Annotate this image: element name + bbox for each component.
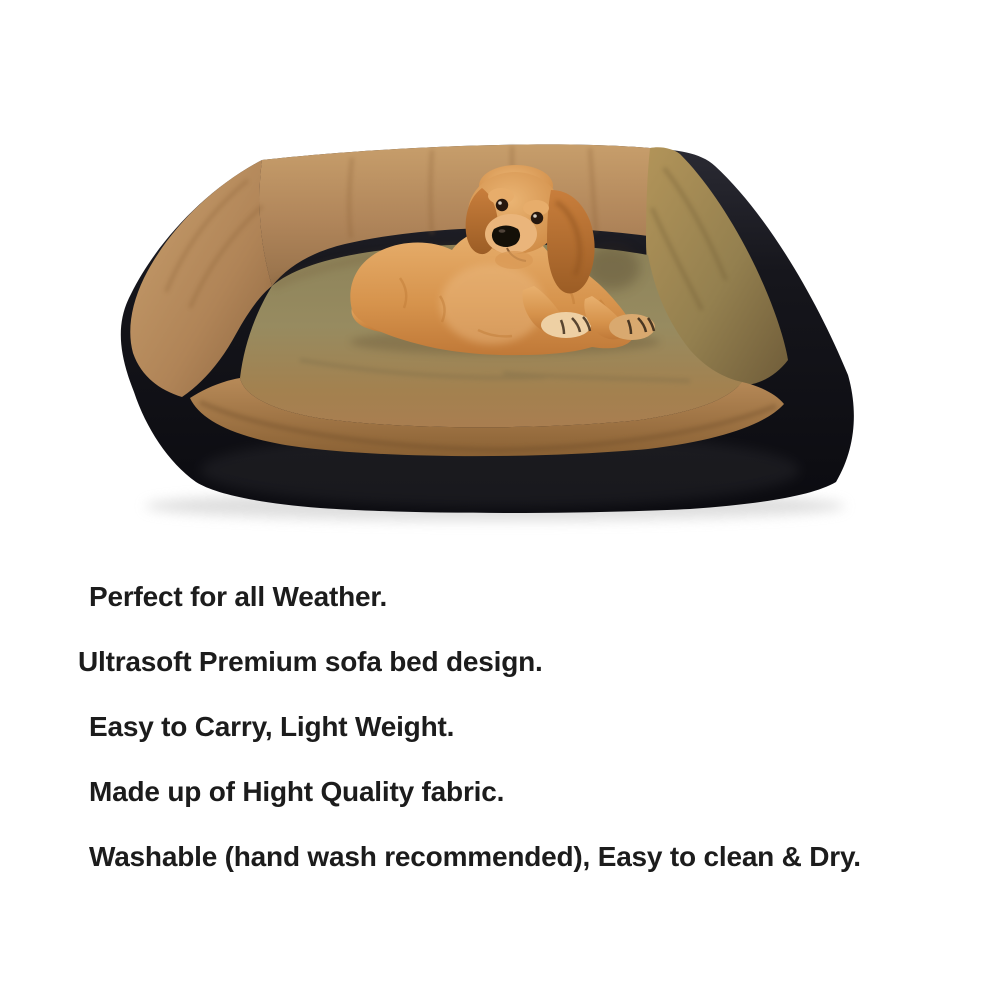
feature-line-ultrasoft: Ultrasoft Premium sofa bed design.	[78, 646, 543, 677]
puppy-front-paw	[609, 314, 655, 340]
feature-list	[78, 581, 969, 872]
puppy-front-paw	[541, 312, 591, 338]
feature-line-fabric: Made up of Hight Quality fabric.	[89, 776, 505, 807]
feature-line-carry: Easy to Carry, Light Weight.	[89, 711, 455, 742]
feature-line-weather: Perfect for all Weather.	[89, 581, 388, 612]
feature-line-washable: Washable (hand wash recommended), Easy to clean & Dry.	[89, 841, 861, 872]
puppy-nose	[492, 226, 520, 248]
